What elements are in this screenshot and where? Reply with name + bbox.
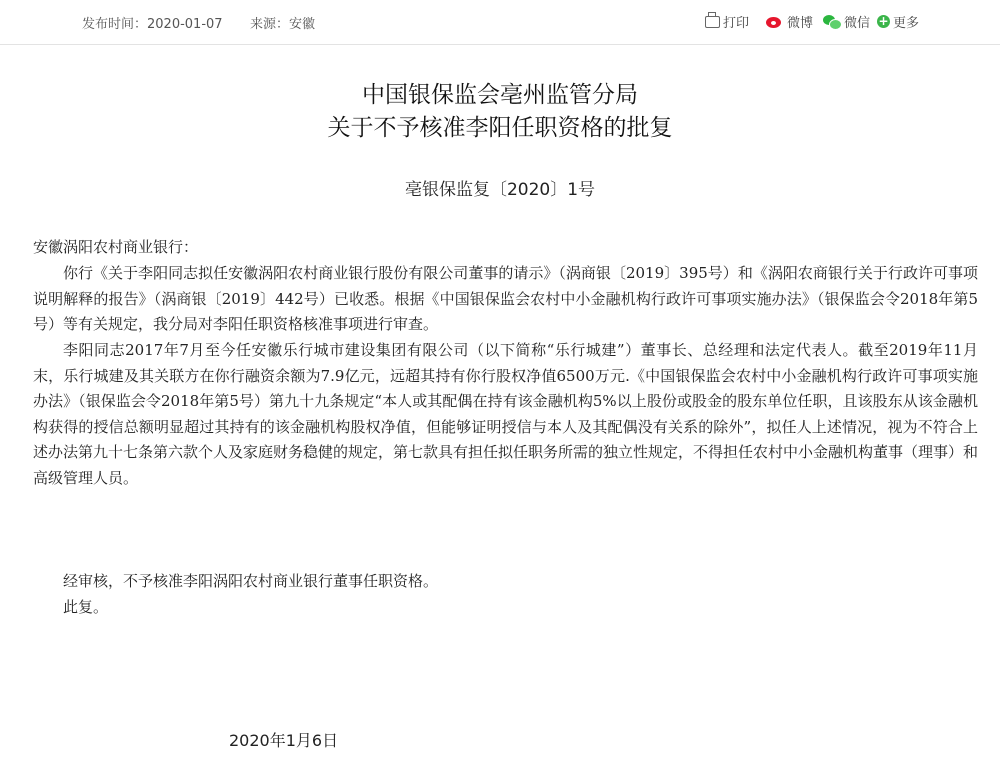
share-weibo-button[interactable] <box>766 12 813 31</box>
paragraph-decision <box>33 569 978 595</box>
paragraph-text: 经审核，不予核准李阳涡阳农村商业银行董事任职资格。 <box>63 572 439 590</box>
document-title-line1: 中国银保监会亳州监管分局 <box>362 82 638 108</box>
more-label: 更多 <box>893 16 920 31</box>
print-label: 打印 <box>723 16 750 31</box>
plus-icon: + <box>878 14 889 28</box>
salutation <box>33 235 978 261</box>
paragraph-reason <box>33 338 978 492</box>
paragraph-request <box>33 261 978 338</box>
document-title-line2: 关于不予核准李阳任职资格的批复 <box>327 115 673 141</box>
weibo-label: 微博 <box>787 16 814 31</box>
source-label: 来源：安徽 <box>250 17 316 32</box>
share-more-button[interactable] <box>877 12 919 31</box>
wechat-label: 微信 <box>844 16 871 31</box>
salutation-text: 安徽涡阳农村商业银行： <box>33 238 199 256</box>
article-meta-bar <box>0 0 1000 45</box>
document-number: 亳银保监复〔2020〕1号 <box>404 180 596 200</box>
publish-time: 发布时间：2020-01-07 <box>82 17 223 32</box>
paragraph-text: 此复。 <box>63 598 109 616</box>
printer-icon <box>705 16 720 28</box>
document-date: 2020年1月6日 <box>229 731 339 750</box>
weibo-icon <box>766 15 784 28</box>
wechat-icon <box>823 15 841 29</box>
share-wechat-button[interactable] <box>823 12 870 31</box>
paragraph-closing <box>33 595 978 621</box>
paragraph-text: 你行《关于李阳同志拟任安徽涡阳农村商业银行股份有限公司董事的请示》（涡商银〔2019〕395号）和《涡阳农商银行关于行政许可事项说明解释的报告》（涡商银〔2019〕442号）已收悉。根据《中国银保监会农村中小金融机构行政许可事项实施办法》（银保监会令2018年第5号）等有关规定，我分局对李阳任职资格核准事项进行审查。 <box>33 264 978 334</box>
print-button[interactable] <box>705 12 749 31</box>
paragraph-text: 李阳同志2017年7月至今任安徽乐行城市建设集团有限公司（以下简称“乐行城建”）董事长、总经理和法定代表人。截至2019年11月末，乐行城建及其关联方在你行融资余额为7.9亿元，远超其持有你行股权净值6500万元.《中国银保监会农村中小金融机构行政许可事项实施办法》（银保监会令2018年第5号）第九十九条规定“本人或其配偶在持有该金融机构5%以上股份或股金的股东单位任职，且该股东从该金融机构获得的授信总额明显超过其持有的该金融机构股权净值，但能够证明授信与本人及其配偶没有关系的除外”，拟任人上述情况，视为不符合上述办法第九十七条第六款个人及家庭财务稳健的规定，第七款具有担任拟任职务所需的独立性规定，不得担任农村中小金融机构董事（理事）和高级管理人员。 <box>33 341 979 487</box>
